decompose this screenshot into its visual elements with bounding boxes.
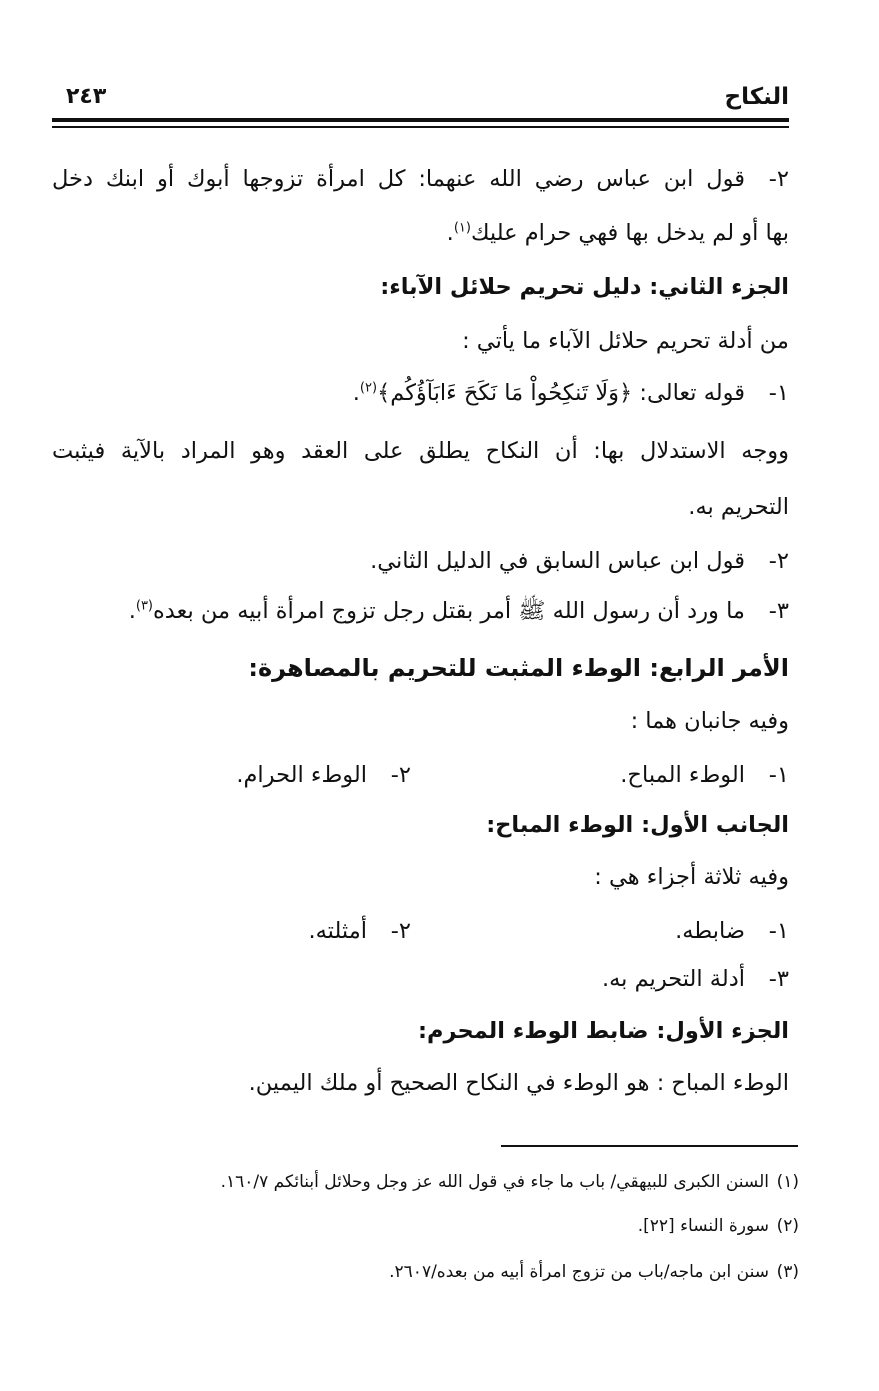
- footnote-ref-2[interactable]: (٢): [359, 380, 378, 396]
- list-number: ٢-: [390, 762, 411, 788]
- body-line-8: [52, 550, 789, 573]
- body-line-14: وفيه ثلاثة أجزاء هي :: [594, 864, 789, 890]
- subheading-first-side: الجانب الأول: الوطء المباح:: [486, 812, 789, 838]
- list-number: ٣-: [768, 598, 789, 624]
- body-line-2: بها أو لم يدخل بها فهي حرام عليك$^{(١)}$.: [446, 220, 789, 246]
- subheading-part-two: الجزء الثاني: دليل تحريم حلائل الآباء:: [380, 274, 789, 300]
- footnote-number: (٣): [776, 1262, 799, 1282]
- chapter-title: النكاح: [724, 84, 789, 110]
- footnote-text: سورة النساء [٢٢].: [637, 1216, 769, 1236]
- list-number: ١-: [768, 762, 789, 788]
- footnote-number: (١): [776, 1172, 799, 1192]
- footnote-2: [52, 1216, 799, 1236]
- footnote-text: سنن ابن ماجه/باب من تزوج امرأة أبيه من بعده/٢٦٠٧.: [389, 1262, 769, 1282]
- header-rule-thin: [52, 126, 789, 128]
- footnote-ref-1[interactable]: (١): [453, 220, 471, 236]
- footnote-1: [52, 1172, 799, 1192]
- body-line-5: ١-قوله تعالى: ﴿وَلَا تَنكِحُواْ مَا نَكَحَ ءَابَآؤُكُم﴾$^{(٢)}$.: [352, 380, 789, 406]
- footnote-text: السنن الكبرى للبيهقي/ باب ما جاء في قول الله عز وجل وحلائل أبنائكم ١٦٠/٧.: [220, 1172, 769, 1192]
- footnote-ref-3[interactable]: (٣): [135, 598, 153, 614]
- list-number: ١-: [768, 918, 789, 944]
- list-number: ٢-: [390, 918, 411, 944]
- line-text: قول ابن عباس رضي الله عنهما: كل امرأة تزوجها أبوك أو ابنك دخل: [52, 166, 745, 192]
- list-item-permitted: ١-الوطء المباح.: [620, 762, 789, 788]
- running-header: [52, 84, 789, 114]
- line-text: قول ابن عباس السابق في الدليل الثاني.: [370, 548, 745, 574]
- page-number: ٢٤٣: [66, 84, 107, 109]
- body-line-7: التحريم به.: [688, 494, 789, 520]
- subheading-part-one: الجزء الأول: ضابط الوطء المحرم:: [418, 1018, 789, 1044]
- body-line-1: [52, 168, 789, 191]
- footnote-number: (٢): [776, 1216, 799, 1236]
- section-heading: الأمر الرابع: الوطء المثبت للتحريم بالمصاهرة:: [248, 654, 789, 682]
- body-line-4: من أدلة تحريم حلائل الآباء ما يأتي :: [462, 328, 789, 354]
- list-number: ٢-: [768, 166, 789, 192]
- footnote-3: [52, 1262, 799, 1282]
- list-item-examples: ٢-أمثلته.: [308, 918, 411, 944]
- list-number: ١-: [768, 380, 789, 406]
- list-item-criterion: ١-ضابطه.: [675, 918, 789, 944]
- list-number: ٢-: [768, 548, 789, 574]
- list-item-forbidden: ٢-الوطء الحرام.: [236, 762, 411, 788]
- line-text: ما ورد أن رسول الله ﷺ أمر بقتل رجل تزوج امرأة أبيه من بعده: [153, 598, 745, 624]
- header-rule-thick: [52, 118, 789, 122]
- body-line-11: وفيه جانبان هما :: [630, 708, 789, 734]
- list-number: ٣-: [768, 966, 789, 992]
- body-line-18: الوطء المباح : هو الوطء في النكاح الصحيح أو ملك اليمين.: [248, 1070, 789, 1096]
- line-text: بها أو لم يدخل بها فهي حرام عليك: [470, 220, 789, 246]
- body-line-9: ٣-ما ورد أن رسول الله ﷺ أمر بقتل رجل تزوج امرأة أبيه من بعده$^{(٣)}$.: [128, 598, 789, 624]
- quran-verse: قوله تعالى: ﴿وَلَا تَنكِحُواْ مَا نَكَحَ ءَابَآؤُكُم﴾: [377, 380, 745, 406]
- body-line-16: ٣-أدلة التحريم به.: [601, 966, 789, 992]
- footnote-separator: [501, 1145, 798, 1147]
- body-line-6: ووجه الاستدلال بها: أن النكاح يطلق على العقد وهو المراد بالآية فيثبت: [52, 438, 789, 464]
